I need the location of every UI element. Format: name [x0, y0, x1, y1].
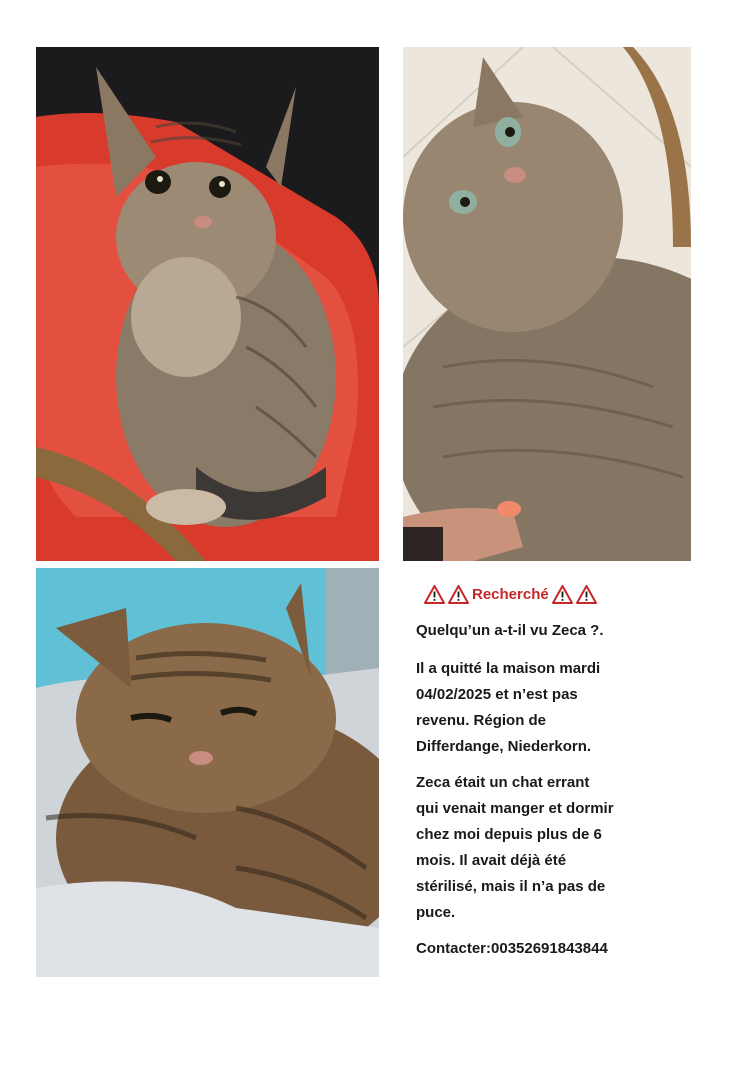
- cat-photo-lying: [403, 47, 691, 561]
- disappearance-details: Il a quitté la maison mardi 04/02/2025 et n’est pas revenu. Région de Differdange, Niederkorn.: [416, 660, 601, 755]
- cat-photo-blanket: [36, 568, 379, 977]
- warning-icon: [552, 585, 573, 604]
- warning-icon: [448, 585, 469, 604]
- wanted-headline: [424, 582, 666, 606]
- cat-description: Zeca était un chat errant qui venait manger et dormir chez moi depuis plus de 6 mois. Il avait déjà été stérilisé, mais il n’a pas de puce.: [416, 774, 614, 921]
- lost-cat-notice: [416, 582, 666, 962]
- warning-icon: [424, 585, 445, 604]
- contact-phone: Contacter:00352691843844: [416, 940, 608, 957]
- question-text: Quelqu’un a-t-il vu Zeca ?.: [416, 622, 604, 639]
- headline-text: Recherché: [472, 585, 549, 603]
- warning-icon: [576, 585, 597, 604]
- cat-photo-red-chair: [36, 47, 379, 561]
